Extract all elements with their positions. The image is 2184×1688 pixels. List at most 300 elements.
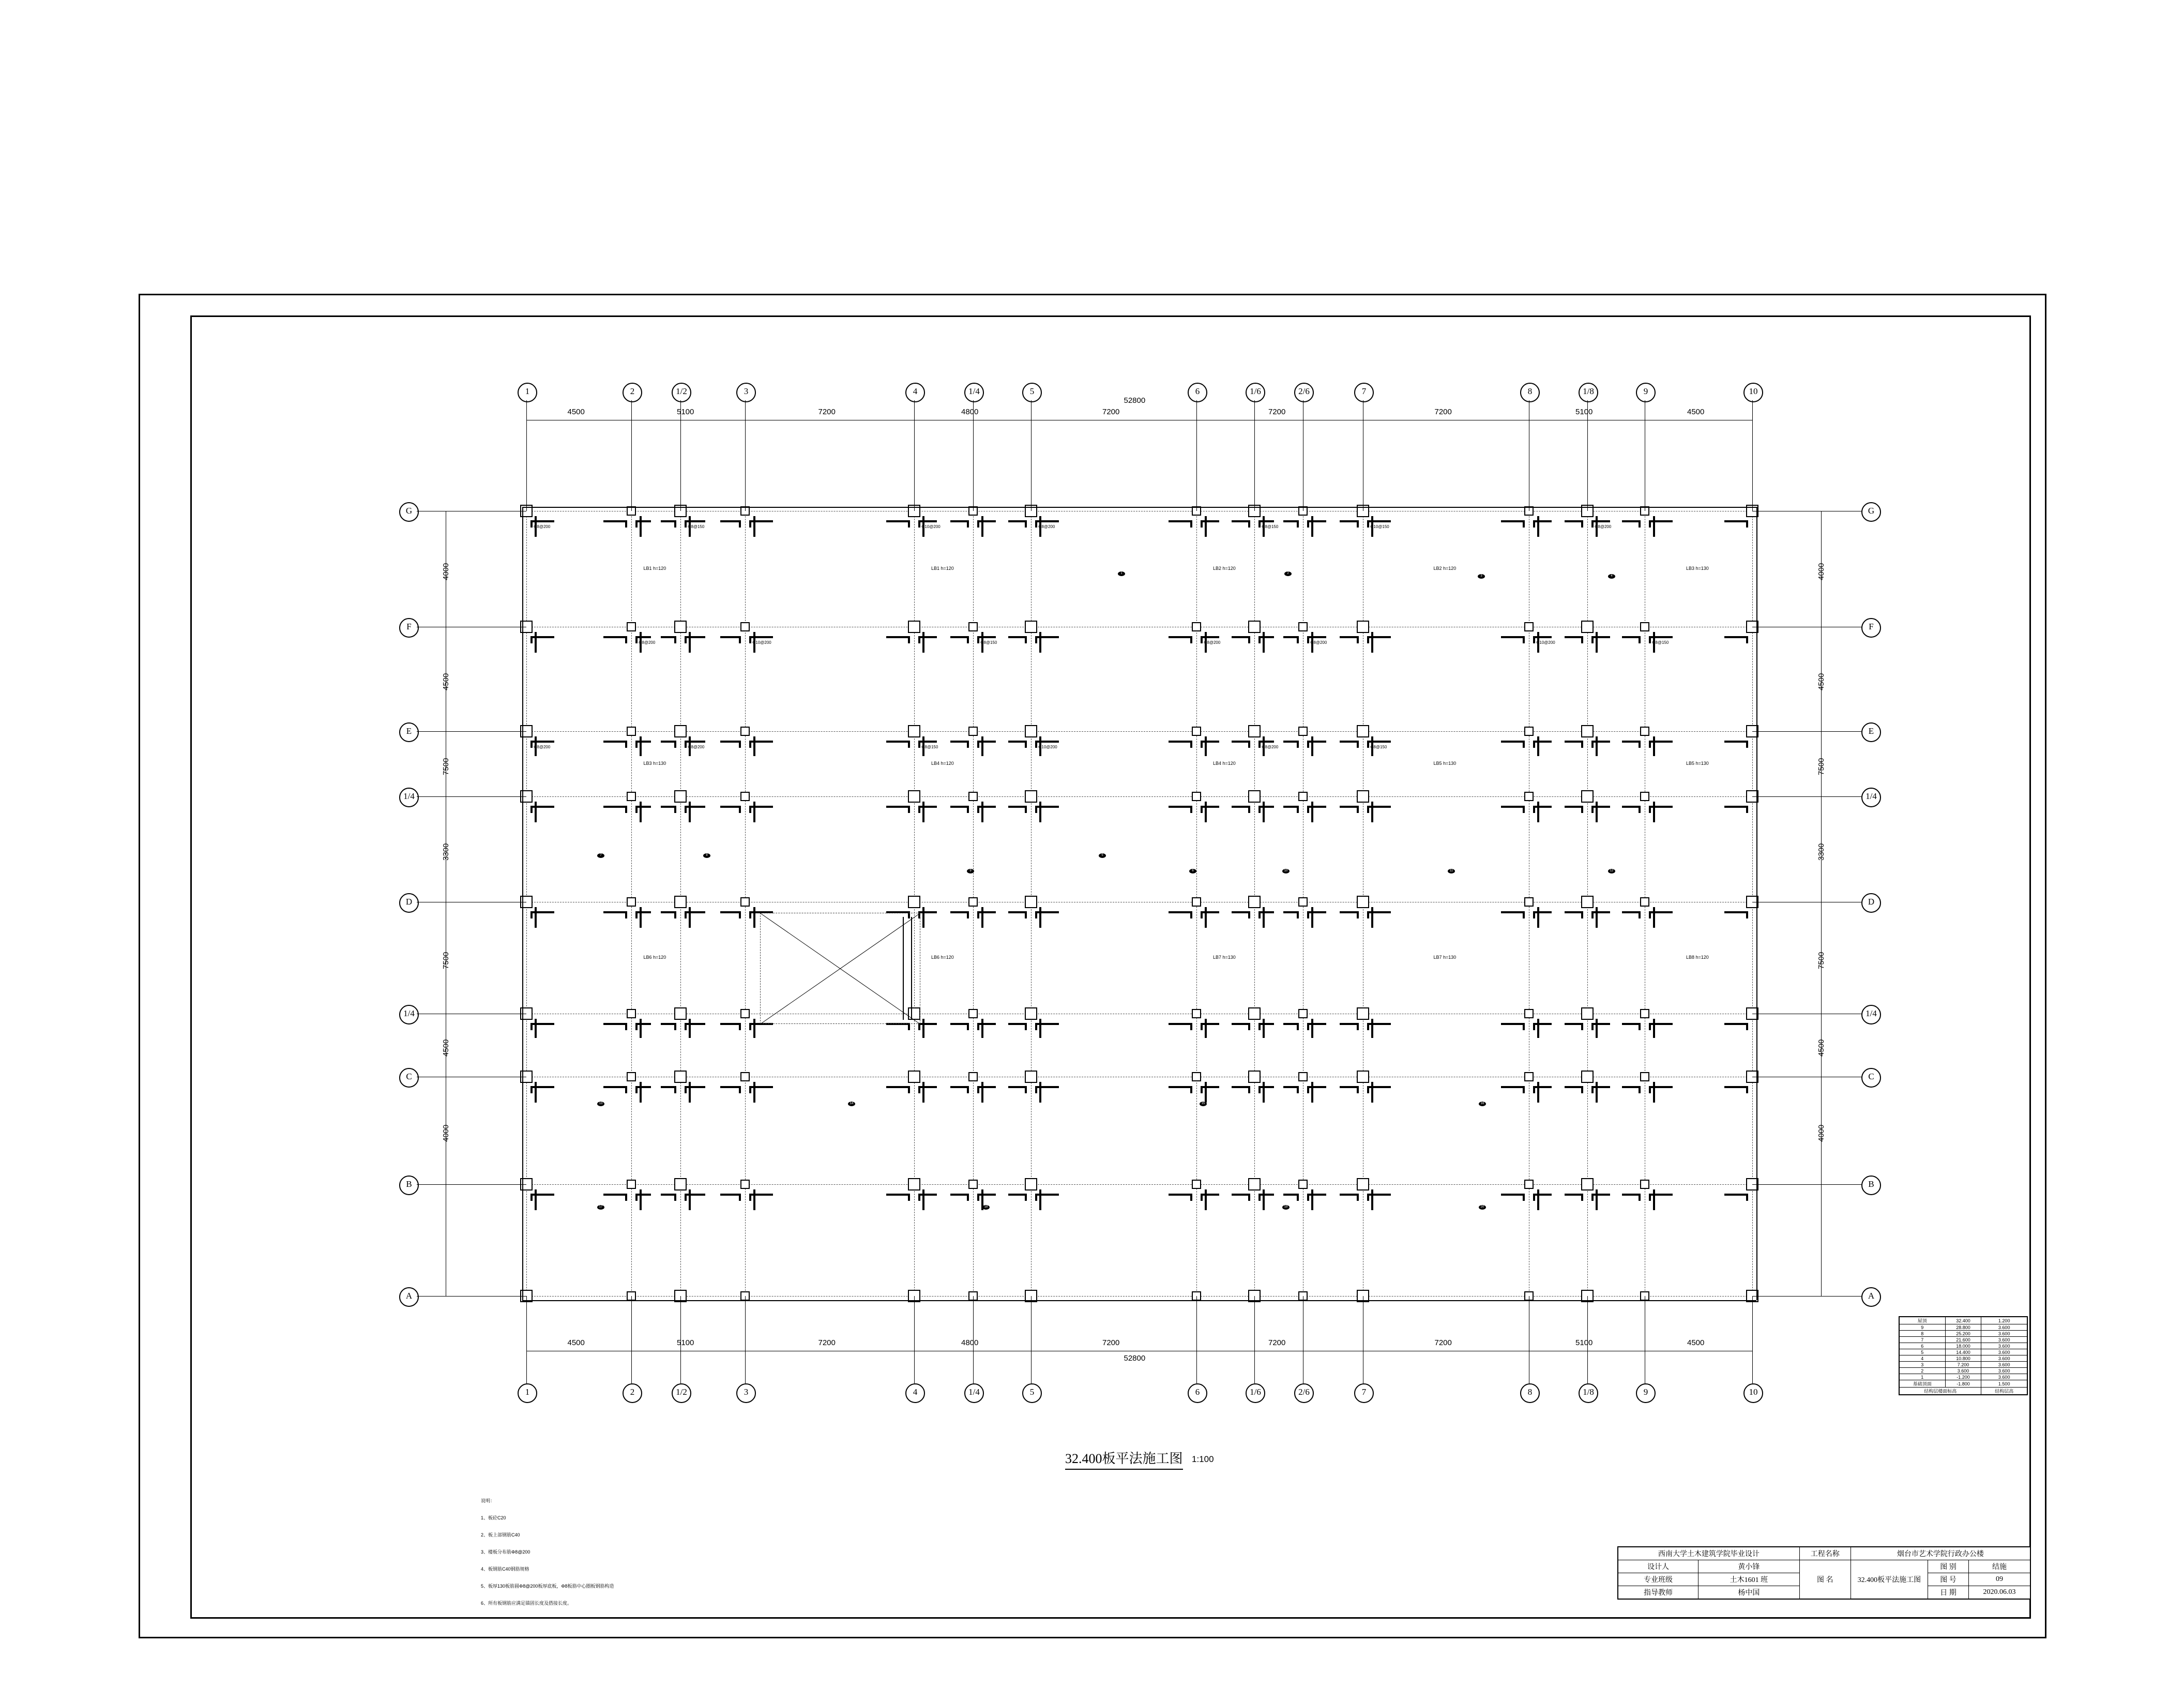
slab-rebar-hook [1746, 636, 1748, 643]
slab-rebar-top [1169, 1023, 1192, 1025]
slab-rebar-top [603, 636, 627, 638]
slab-rebar-hook [1649, 520, 1651, 528]
slab-rebar-hook [1307, 636, 1309, 643]
slab-rebar-vertical [535, 802, 537, 822]
dimension-label-right: 7500 [1817, 758, 1826, 775]
slab-rebar-hook [918, 806, 920, 813]
slab-rebar-top [886, 806, 910, 808]
structural-column [968, 727, 978, 736]
structural-column [1192, 1009, 1201, 1018]
structural-column [1357, 896, 1369, 908]
dimension-tick-right [1817, 796, 1825, 797]
structural-column [908, 896, 920, 908]
slab-rebar-top [1565, 806, 1583, 808]
axis-bubble-bottom: 1/4 [964, 1383, 984, 1403]
slab-rebar-top [1367, 1086, 1391, 1088]
axis-bubble-bottom: 1/8 [1579, 1383, 1598, 1403]
structural-column [1192, 622, 1201, 631]
slab-rebar-top [1008, 1086, 1027, 1088]
slab-outline-top [522, 507, 1756, 508]
slab-mark-dot [967, 869, 974, 873]
slab-name-label: LB5 h=130 [1686, 761, 1709, 766]
slab-rebar-hook [625, 911, 627, 918]
slab-rebar-top [1169, 636, 1192, 638]
slab-rebar-hook [1533, 1194, 1535, 1201]
slab-rebar-hook [977, 636, 979, 643]
slab-rebar-top [918, 1086, 937, 1088]
dimension-label-right: 3300 [1817, 843, 1826, 861]
axis-bubble-top: 1/8 [1579, 383, 1598, 402]
slab-name-label: LB2 h=120 [1213, 566, 1236, 571]
slab-rebar-vertical [922, 1189, 924, 1210]
slab-rebar-top [1307, 1086, 1326, 1088]
slab-rebar-top [950, 636, 969, 638]
opening-edge [903, 917, 904, 1020]
slab-rebar-top [720, 1086, 741, 1088]
structural-column [627, 1072, 636, 1081]
slab-rebar-top [1724, 1023, 1748, 1025]
structural-column [1298, 792, 1308, 801]
slab-rebar-top [977, 520, 996, 522]
elevation-row [1899, 1317, 2027, 1324]
slab-rebar-hook [685, 520, 687, 528]
axis-bubble-left: E [399, 722, 419, 742]
slab-rebar-top [1232, 806, 1250, 808]
dimension-tick-top [1752, 416, 1753, 424]
slab-rebar-vertical [981, 516, 983, 537]
slab-rebar-hook [674, 911, 676, 918]
axis-leader-top [680, 400, 681, 511]
dimension-label-bottom: 4800 [961, 1338, 979, 1347]
slab-rebar-top [749, 1086, 773, 1088]
slab-rebar-top [1622, 1086, 1641, 1088]
slab-rebar-top [1340, 636, 1359, 638]
slab-rebar-top [1340, 1086, 1359, 1088]
rebar-spec-label: Φ10@200 [1536, 640, 1555, 645]
axis-leader-bottom [631, 1296, 632, 1383]
slab-rebar-hook [1746, 1086, 1748, 1093]
dimension-label-top: 5100 [677, 408, 694, 416]
slab-rebar-vertical [640, 802, 642, 822]
slab-rebar-hook [977, 520, 979, 528]
axis-leader-right [1752, 796, 1861, 797]
slab-mark-dot [1099, 853, 1106, 858]
axis-leader-left [417, 1296, 526, 1297]
structural-column [1581, 621, 1594, 633]
slab-rebar-top [1591, 1086, 1610, 1088]
slab-rebar-vertical [1263, 907, 1265, 928]
axis-bubble-top: 7 [1354, 383, 1374, 402]
slab-rebar-top [1622, 520, 1641, 522]
slab-rebar-hook [1258, 1023, 1261, 1030]
slab-name-label: LB1 h=120 [643, 566, 666, 571]
slab-rebar-top [1201, 520, 1219, 522]
slab-rebar-top [950, 1023, 969, 1025]
rebar-spec-label: Φ10@150 [1370, 524, 1389, 529]
slab-rebar-hook [1307, 1194, 1309, 1201]
structural-column [968, 622, 978, 631]
rebar-spec-label: Φ8@200 [1310, 640, 1327, 645]
slab-mark-number: 11 [1449, 869, 1453, 872]
dimension-tick-top [914, 416, 915, 424]
slab-rebar-hook [967, 806, 969, 813]
structural-column [1025, 621, 1037, 633]
slab-rebar-top [918, 806, 937, 808]
elevation-cell: 6 [1899, 1343, 1945, 1349]
slab-rebar-top [977, 1086, 996, 1088]
slab-rebar-hook [739, 1086, 741, 1093]
structural-column [1248, 621, 1261, 633]
slab-mark-dot [1479, 1102, 1486, 1106]
slab-rebar-hook [1581, 1194, 1583, 1201]
slab-rebar-hook [1258, 520, 1261, 528]
slab-rebar-top [950, 806, 969, 808]
axis-bubble-top: 10 [1743, 383, 1763, 402]
slab-rebar-vertical [753, 802, 755, 822]
slab-rebar-top [977, 806, 996, 808]
slab-rebar-top [1367, 741, 1391, 743]
elevation-cell: 基础顶面 [1899, 1380, 1945, 1388]
structural-column [1298, 1180, 1308, 1189]
structural-column [1581, 790, 1594, 803]
rebar-spec-label: Φ8@150 [688, 524, 705, 529]
slab-rebar-top [1565, 520, 1583, 522]
slab-rebar-top [1622, 911, 1641, 913]
slab-rebar-top [1724, 911, 1748, 913]
slab-rebar-top [1169, 741, 1192, 743]
slab-outline-left [522, 507, 523, 1300]
slab-rebar-hook [1025, 1086, 1027, 1093]
slab-rebar-hook [1639, 911, 1641, 918]
dimension-tick-right [1817, 1296, 1825, 1297]
structural-column [968, 1072, 978, 1081]
slab-rebar-hook [1523, 520, 1525, 528]
structural-column [1357, 1071, 1369, 1083]
structural-column [627, 1180, 636, 1189]
rebar-spec-label: Φ8@200 [1595, 524, 1612, 529]
slab-rebar-top [1169, 1086, 1192, 1088]
axis-bubble-bottom: 10 [1743, 1383, 1763, 1403]
slab-rebar-top [1649, 1194, 1673, 1196]
dimension-label-left: 7500 [442, 758, 450, 775]
slab-rebar-hook [685, 1023, 687, 1030]
slab-rebar-top [1035, 911, 1059, 913]
slab-rebar-vertical [1263, 802, 1265, 822]
structural-column [1640, 792, 1649, 801]
elevation-cell: 1.500 [1981, 1380, 2027, 1388]
slab-rebar-hook [918, 1194, 920, 1201]
slab-rebar-hook [1581, 911, 1583, 918]
slab-rebar-hook [1367, 911, 1369, 918]
slab-mark-dot [597, 853, 604, 858]
slab-rebar-top [1035, 636, 1059, 638]
axis-leader-bottom [1254, 1296, 1255, 1383]
elevation-row [1899, 1355, 2027, 1362]
date-label: 日 期 [1928, 1586, 1969, 1600]
axis-bubble-bottom: 7 [1354, 1383, 1374, 1403]
slab-rebar-top [530, 806, 554, 808]
slab-rebar-hook [977, 741, 979, 748]
slab-rebar-vertical [689, 1019, 691, 1038]
elevation-cell: 1.200 [1981, 1317, 2027, 1324]
slab-rebar-vertical [753, 1189, 755, 1210]
slab-rebar-hook [1248, 806, 1250, 813]
slab-rebar-top [886, 741, 910, 743]
slab-mark-number: 17 [599, 1205, 603, 1209]
note-line: 3、楼板分布筋Φ8@200 [481, 1549, 530, 1555]
elevation-cell: 3.600 [1981, 1343, 2027, 1349]
slab-rebar-hook [977, 1086, 979, 1093]
dimension-label-top: 7200 [1268, 408, 1286, 416]
slab-name-label: LB3 h=130 [1686, 566, 1709, 571]
drawing-name: 32.400板平法施工图 [1851, 1560, 1928, 1600]
structural-column [1357, 790, 1369, 803]
structural-column [908, 1071, 920, 1083]
slab-rebar-hook [1025, 520, 1027, 528]
dimension-label-left: 4500 [442, 1039, 450, 1057]
structural-column [968, 792, 978, 801]
slab-rebar-hook [1297, 741, 1299, 748]
structural-column [1524, 1180, 1534, 1189]
project-name: 烟台市艺术学院行政办公楼 [1851, 1547, 2030, 1560]
structural-column [1025, 790, 1037, 803]
axis-leader-right [1752, 1296, 1861, 1297]
slab-rebar-hook [739, 741, 741, 748]
slab-rebar-top [685, 1023, 705, 1025]
slab-rebar-top [530, 636, 554, 638]
slab-rebar-top [1565, 1194, 1583, 1196]
structural-column [968, 1180, 978, 1189]
slab-rebar-top [685, 1086, 705, 1088]
slab-rebar-hook [1248, 636, 1250, 643]
slab-rebar-hook [1258, 911, 1261, 918]
axis-leader-left [417, 731, 526, 732]
slab-rebar-vertical [640, 1082, 642, 1103]
slab-rebar-top [603, 1086, 627, 1088]
slab-rebar-top [1232, 1086, 1250, 1088]
elevation-cell: 14.400 [1945, 1349, 1981, 1355]
elevation-cell: 7 [1899, 1337, 1945, 1343]
structural-column [627, 897, 636, 907]
slab-rebar-hook [908, 806, 910, 813]
slab-rebar-hook [1035, 911, 1037, 918]
axis-bubble-bottom: 2 [623, 1383, 642, 1403]
slab-rebar-hook [1201, 1194, 1203, 1201]
slab-rebar-top [749, 806, 773, 808]
slab-name-label: LB3 h=130 [643, 761, 666, 766]
slab-rebar-top [1169, 806, 1192, 808]
dimension-tick-bottom [526, 1347, 527, 1354]
slab-rebar-top [1724, 741, 1748, 743]
slab-rebar-hook [918, 741, 920, 748]
slab-rebar-hook [739, 1194, 741, 1201]
slab-mark-number: 12 [1610, 869, 1614, 872]
slab-rebar-hook [1591, 1194, 1594, 1201]
slab-rebar-top [530, 520, 554, 522]
slab-mark-number: 6 [1192, 869, 1194, 872]
axis-leader-top [1587, 400, 1588, 511]
slab-rebar-hook [1533, 1086, 1535, 1093]
axis-bubble-bottom: 8 [1520, 1383, 1540, 1403]
axis-bubble-top: 2/6 [1294, 383, 1314, 402]
slab-rebar-top [685, 911, 705, 913]
slab-rebar-top [635, 1086, 651, 1088]
slab-rebar-top [720, 1023, 741, 1025]
structural-column [1248, 1178, 1261, 1190]
structural-column [740, 1072, 750, 1081]
slab-rebar-top [1724, 1194, 1748, 1196]
slab-rebar-vertical [981, 907, 983, 928]
axis-leader-bottom [1196, 1296, 1197, 1383]
slab-rebar-vertical [1653, 1082, 1655, 1103]
slab-rebar-top [530, 741, 554, 743]
slab-rebar-hook [635, 636, 638, 643]
axis-bubble-right: G [1861, 502, 1881, 522]
structural-column [908, 621, 920, 633]
slab-rebar-vertical [1596, 1189, 1598, 1210]
dimension-label-top: 7200 [818, 408, 836, 416]
axis-bubble-left: A [399, 1287, 419, 1307]
slab-rebar-top [1258, 1086, 1274, 1088]
slab-rebar-top [886, 636, 910, 638]
slab-rebar-hook [685, 636, 687, 643]
slab-rebar-top [603, 911, 627, 913]
slab-rebar-vertical [753, 736, 755, 756]
slab-rebar-vertical [922, 1082, 924, 1103]
slab-rebar-vertical [1263, 632, 1265, 653]
structural-column [1524, 792, 1534, 801]
slab-rebar-vertical [689, 632, 691, 653]
slab-rebar-vertical [1537, 1189, 1539, 1210]
slab-rebar-vertical [1653, 1019, 1655, 1038]
slab-rebar-hook [1746, 741, 1748, 748]
slab-rebar-top [1258, 911, 1274, 913]
date-value: 2020.06.03 [1969, 1586, 2031, 1600]
slab-rebar-hook [1297, 636, 1299, 643]
slab-rebar-top [603, 806, 627, 808]
slab-rebar-hook [1639, 741, 1641, 748]
slab-rebar-hook [739, 806, 741, 813]
slab-rebar-top [1307, 1194, 1326, 1196]
slab-rebar-hook [1591, 741, 1594, 748]
slab-rebar-top [603, 1194, 627, 1196]
slab-rebar-top [720, 520, 741, 522]
slab-rebar-vertical [1311, 736, 1313, 756]
slab-rebar-hook [635, 806, 638, 813]
structural-column [1640, 727, 1649, 736]
elevation-row [1899, 1380, 2027, 1388]
slab-rebar-hook [749, 741, 751, 748]
slab-rebar-top [1169, 520, 1192, 522]
slab-mark-number: 9 [969, 869, 972, 872]
structural-column [740, 1009, 750, 1018]
slab-rebar-top [1340, 520, 1359, 522]
slab-rebar-hook [977, 806, 979, 813]
axis-bubble-left: 1/4 [399, 1005, 419, 1024]
slab-rebar-vertical [640, 516, 642, 537]
slab-rebar-hook [967, 520, 969, 528]
slab-rebar-vertical [640, 907, 642, 928]
slab-name-label: LB8 h=120 [1686, 955, 1709, 960]
rebar-spec-label: Φ10@200 [752, 640, 771, 645]
slab-rebar-vertical [922, 1019, 924, 1038]
slab-name-label: LB7 h=130 [1433, 955, 1457, 960]
elevation-cell: 8 [1899, 1331, 1945, 1337]
slab-rebar-top [1008, 806, 1027, 808]
slab-rebar-hook [1357, 741, 1359, 748]
slab-rebar-top [918, 741, 937, 743]
slab-rebar-top [1533, 1086, 1552, 1088]
dimension-tick-top [1196, 416, 1197, 424]
slab-rebar-top [1201, 1023, 1219, 1025]
slab-rebar-hook [1201, 741, 1203, 748]
slab-rebar-hook [1639, 1086, 1641, 1093]
slab-rebar-vertical [922, 632, 924, 653]
elevation-cell: 7.200 [1945, 1362, 1981, 1368]
slab-rebar-hook [739, 1023, 741, 1030]
dimension-line-right [1821, 511, 1822, 1296]
designer-label: 设计人 [1618, 1560, 1698, 1573]
slab-rebar-top [977, 1023, 996, 1025]
slab-rebar-hook [1297, 1023, 1299, 1030]
structural-column [968, 897, 978, 907]
elevation-row [1899, 1324, 2027, 1331]
slab-rebar-vertical [640, 1189, 642, 1210]
structural-column [1640, 1009, 1649, 1018]
slab-name-label: LB2 h=120 [1433, 566, 1457, 571]
structural-column [627, 1009, 636, 1018]
slab-rebar-top [1201, 741, 1219, 743]
number-label: 图 号 [1928, 1573, 1969, 1586]
slab-rebar-hook [1297, 911, 1299, 918]
slab-rebar-vertical [1205, 736, 1207, 756]
slab-rebar-top [1724, 520, 1748, 522]
slab-rebar-hook [1523, 911, 1525, 918]
slab-rebar-hook [749, 1194, 751, 1201]
slab-rebar-hook [1367, 741, 1369, 748]
slab-rebar-hook [1639, 520, 1641, 528]
dimension-tick-right [1817, 731, 1825, 732]
dimension-tick-left [442, 1296, 449, 1297]
structural-column [908, 790, 920, 803]
slab-mark-number: 2 [1287, 572, 1289, 575]
dimension-label-left: 4000 [442, 1124, 450, 1142]
slab-rebar-hook [1591, 636, 1594, 643]
structural-column [1192, 1180, 1201, 1189]
slab-rebar-top [950, 1086, 969, 1088]
structural-column [1248, 790, 1261, 803]
slab-rebar-top [530, 911, 554, 913]
slab-rebar-hook [1201, 911, 1203, 918]
slab-rebar-hook [1591, 806, 1594, 813]
slab-rebar-vertical [1371, 907, 1373, 928]
slab-rebar-hook [1523, 1194, 1525, 1201]
rebar-spec-label: Φ8@200 [534, 524, 551, 529]
school-name: 西南大学土木建筑学院毕业设计 [1618, 1547, 1799, 1560]
stage-value: 结施 [1969, 1560, 2031, 1573]
elevation-cell: -1.200 [1945, 1374, 1981, 1380]
slab-rebar-vertical [1371, 632, 1373, 653]
slab-rebar-hook [1297, 1086, 1299, 1093]
slab-mark-number: 14 [850, 1102, 854, 1105]
slab-rebar-top [1035, 741, 1059, 743]
slab-rebar-hook [625, 520, 627, 528]
slab-rebar-vertical [922, 907, 924, 928]
class-value: 土木1601 班 [1698, 1573, 1799, 1586]
slab-rebar-hook [1248, 1086, 1250, 1093]
slab-rebar-top [918, 1023, 937, 1025]
slab-rebar-hook [685, 806, 687, 813]
